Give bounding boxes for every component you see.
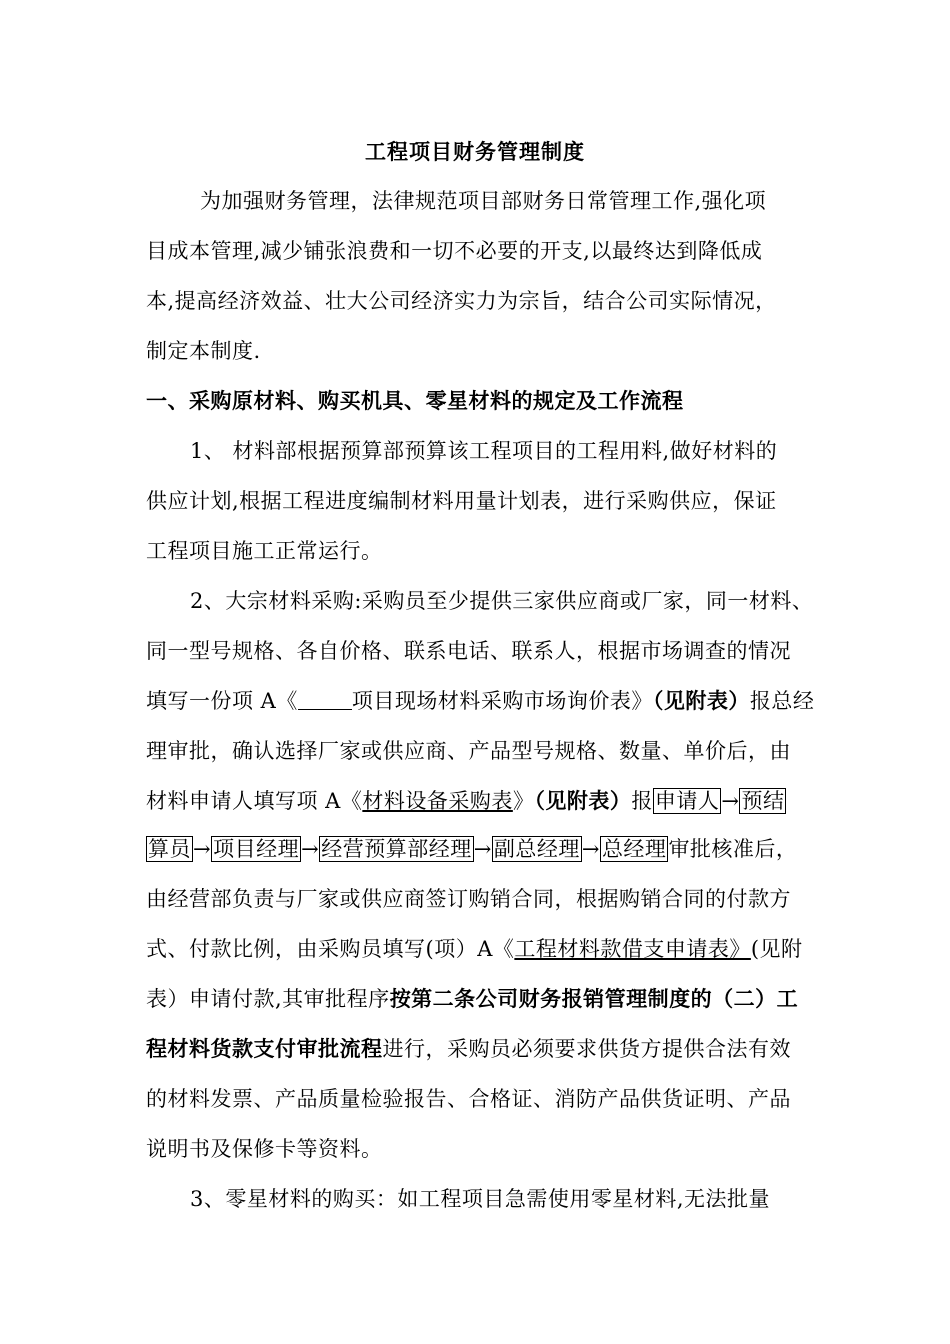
section-heading-1: 一、采购原材料、购买机具、零星材料的规定及工作流程 [146, 388, 684, 413]
item2-line-11: 的材料发票、产品质量检验报告、合格证、消防产品供货证明、产品 [146, 1087, 791, 1111]
form-name-material-purchase: 材料设备采购表 [362, 789, 513, 813]
intro-line-3: 本,提高经济效益、壮大公司经济实力为宗旨，结合公司实际情况， [146, 289, 777, 313]
flow-box-general-manager: 总经理 [601, 837, 667, 861]
item2-line-5-see-appendix: （见附表） [534, 788, 632, 813]
item2-line-8-text-c: (见附 [750, 937, 803, 961]
item2-line-10 [146, 1034, 791, 1064]
flow-box-applicant: 申请人 [654, 789, 720, 813]
item2-line-3 [146, 686, 814, 716]
flow-arrow: → [193, 837, 212, 861]
intro-line-4: 制定本制度. [146, 339, 261, 363]
fill-in-blank [298, 689, 352, 710]
item2-line-5-text-c: 》 [512, 789, 535, 813]
item2-line-5 [146, 786, 786, 816]
document-title: 工程项目财务管理制度 [365, 139, 585, 164]
item2-line-10-bold: 程材料货款支付审批流程 [146, 1036, 383, 1061]
item2-line-3-text-d: 报总经 [749, 689, 815, 713]
item1-line-1: 1、 材料部根据预算部预算该工程项目的工程用料,做好材料的 [190, 439, 778, 463]
flow-box-budget-manager: 经营预算部经理 [321, 837, 472, 861]
flow-arrow: → [581, 837, 600, 861]
item2-line-8 [146, 934, 803, 964]
item2-line-5-text-e: 报 [631, 789, 653, 813]
item2-line-4: 理审批，确认选择厂家或供应商、产品型号规格、数量、单价后，由 [146, 739, 791, 763]
intro-line-1: 为加强财务管理，法律规范项目部财务日常管理工作,强化项 [200, 189, 767, 213]
item2-line-9-bold: 按第二条公司财务报销管理制度的（二）工 [389, 986, 799, 1011]
item2-line-3-text-b: 项目现场材料采购市场询价表》 [351, 689, 653, 713]
flow-arrow: → [721, 789, 740, 813]
flow-box-settlement-b: 算员 [148, 837, 191, 861]
item2-line-6-text-j: 审批核准后， [668, 837, 798, 861]
item2-line-8-text-a: 式、付款比例，由采购员填写(项）A《 [146, 937, 515, 961]
item2-line-9 [146, 984, 798, 1014]
item1-line-3: 工程项目施工正常运行。 [146, 539, 383, 563]
flow-arrow: → [301, 837, 320, 861]
item2-line-9-text-a: 表）申请付款,其审批程序 [146, 987, 390, 1011]
item2-line-10-text-b: 进行，采购员必须要求供货方提供合法有效 [382, 1037, 791, 1061]
item3-line-1: 3、零星材料的购买：如工程项目急需使用零星材料,无法批量 [190, 1187, 771, 1211]
flow-arrow: → [473, 837, 492, 861]
intro-line-2: 目成本管理,减少铺张浪费和一切不必要的开支,以最终达到降低成 [146, 239, 763, 263]
flow-box-settlement-a: 预结 [741, 789, 785, 813]
item2-line-7: 由经营部负责与厂家或供应商签订购销合同，根据购销合同的付款方 [146, 887, 791, 911]
form-name-loan-application: 工程材料款借支申请表》 [514, 937, 751, 961]
item1-line-2: 供应计划,根据工程进度编制材料用量计划表，进行采购供应，保证 [146, 489, 777, 513]
item2-line-1: 2、大宗材料采购:采购员至少提供三家供应商或厂家，同一材料、 [190, 589, 814, 613]
item2-line-12: 说明书及保修卡等资料。 [146, 1137, 383, 1161]
item2-line-2: 同一型号规格、各自价格、联系电话、联系人，根据市场调查的情况 [146, 639, 791, 663]
item2-line-3-see-appendix: （见附表） [652, 688, 750, 713]
flow-box-project-manager: 项目经理 [213, 837, 300, 861]
item2-line-5-text-a: 材料申请人填写项 A《 [146, 789, 363, 813]
flow-box-deputy-gm: 副总经理 [493, 837, 580, 861]
item2-line-6 [146, 834, 797, 864]
item2-line-3-text-a: 填写一份项 A《 [146, 689, 298, 713]
